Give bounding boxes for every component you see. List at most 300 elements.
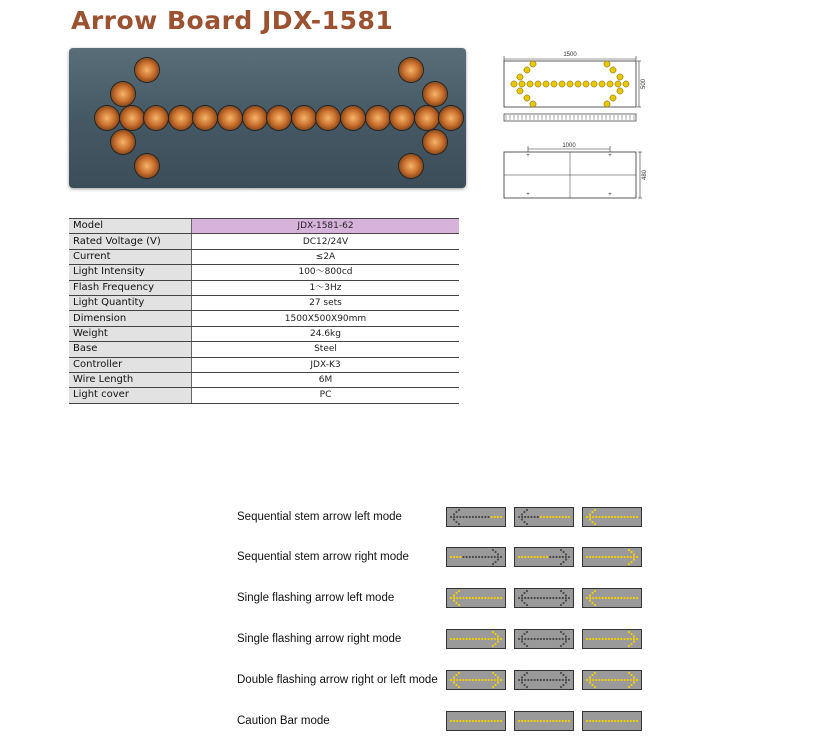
thumb-lamp: [518, 720, 520, 722]
thumb-lamp: [481, 597, 483, 599]
thumb-lamp: [472, 516, 474, 518]
thumb-lamp: [537, 516, 539, 518]
thumb-lamp: [605, 679, 607, 681]
thumb-lamp: [537, 597, 539, 599]
thumb-lamp: [472, 556, 474, 558]
thumb-lamp: [595, 556, 597, 558]
thumb-lamp: [500, 597, 502, 599]
thumb-lamp: [608, 597, 610, 599]
mode-thumbnails: [446, 547, 646, 571]
spec-key: Rated Voltage (V): [69, 234, 192, 249]
mode-row: [237, 588, 657, 612]
thumb-lamp: [456, 597, 458, 599]
thumb-lamp: [595, 638, 597, 640]
thumb-lamp: [633, 681, 635, 683]
thumb-lamp: [592, 597, 594, 599]
lamp: [316, 106, 340, 130]
thumb-lamp: [636, 720, 638, 722]
thumb-lamp: [633, 516, 635, 518]
thumb-lamp: [562, 556, 564, 558]
thumb-lamp: [453, 516, 455, 518]
thumb-lamp: [497, 720, 499, 722]
spec-row: [69, 357, 459, 372]
thumb-lamp: [611, 597, 613, 599]
thumb-lamp: [524, 516, 526, 518]
thumb-lamp: [526, 509, 528, 511]
thumb-lamp: [543, 679, 545, 681]
thumb-lamp: [469, 556, 471, 558]
thumb-lamp: [559, 720, 561, 722]
thumb-lamp: [494, 720, 496, 722]
thumb-lamp: [478, 516, 480, 518]
thumb-lamp: [598, 597, 600, 599]
thumb-lamp: [450, 516, 452, 518]
thumb-lamp: [491, 516, 493, 518]
thumb-lamp: [589, 594, 591, 596]
thumb-lamp: [462, 516, 464, 518]
thumb-lamp: [492, 672, 494, 674]
thumb-lamp: [623, 597, 625, 599]
thumb-lamp: [497, 640, 499, 642]
spec-value: ≤2A: [192, 249, 460, 264]
thumb-lamp: [487, 597, 489, 599]
thumb-lamp: [523, 602, 525, 604]
mode-thumbnail: [514, 629, 574, 649]
thumb-lamp: [636, 556, 638, 558]
mode-label: Single flashing arrow left mode: [237, 592, 395, 604]
lamp: [111, 130, 135, 154]
mode-row: [237, 670, 657, 694]
thumb-lamp: [484, 597, 486, 599]
thumb-lamp: [546, 597, 548, 599]
thumb-lamp: [521, 513, 523, 515]
thumb-lamp: [630, 597, 632, 599]
thumb-lamp: [608, 556, 610, 558]
thumb-lamp: [633, 597, 635, 599]
thumb-lamp: [475, 556, 477, 558]
thumb-lamp: [540, 679, 542, 681]
thumb-lamp: [497, 679, 499, 681]
thumb-lamp: [492, 631, 494, 633]
thumb-lamp: [455, 674, 457, 676]
thumb-lamp: [602, 516, 604, 518]
thumb-lamp: [543, 720, 545, 722]
thumb-lamp: [552, 556, 554, 558]
thumb-lamp: [478, 679, 480, 681]
thumb-lamp: [469, 720, 471, 722]
thumb-lamp: [500, 720, 502, 722]
thumb-lamp: [453, 676, 455, 678]
thumb-lamp: [462, 720, 464, 722]
thumb-lamp: [469, 679, 471, 681]
thumb-lamp: [494, 684, 496, 686]
mode-thumbnail: [582, 507, 642, 527]
thumb-lamp: [546, 516, 548, 518]
thumb-lamp: [527, 516, 529, 518]
thumb-lamp: [523, 511, 525, 513]
lamp: [267, 106, 291, 130]
spec-key: Base: [69, 342, 192, 357]
spec-key: Light Quantity: [69, 295, 192, 310]
thumb-lamp: [453, 597, 455, 599]
thumb-lamp: [549, 597, 551, 599]
thumb-lamp: [559, 679, 561, 681]
thumb-lamp: [549, 720, 551, 722]
mode-row: [237, 629, 657, 653]
thumb-lamp: [494, 556, 496, 558]
thumb-lamp: [598, 638, 600, 640]
thumb-lamp: [491, 720, 493, 722]
thumb-lamp: [594, 686, 596, 688]
thumb-lamp: [521, 679, 523, 681]
thumb-lamp: [484, 679, 486, 681]
thumb-lamp: [540, 556, 542, 558]
mode-thumbnails: [446, 711, 646, 735]
thumb-lamp: [555, 516, 557, 518]
thumb-lamp: [450, 720, 452, 722]
thumb-lamp: [623, 516, 625, 518]
thumb-lamp: [458, 509, 460, 511]
thumb-lamp: [589, 681, 591, 683]
dimension-height-label: 500: [641, 78, 647, 90]
thumb-lamp: [475, 679, 477, 681]
thumb-lamp: [450, 597, 452, 599]
thumb-lamp: [591, 674, 593, 676]
thumb-lamp: [552, 638, 554, 640]
thumb-lamp: [537, 556, 539, 558]
spec-row: [69, 265, 459, 280]
drawing-lamp: [615, 81, 621, 87]
thumb-lamp: [462, 556, 464, 558]
thumb-lamp: [565, 594, 567, 596]
mode-label: Sequential stem arrow right mode: [237, 551, 409, 563]
thumb-lamp: [614, 597, 616, 599]
thumb-lamp: [472, 638, 474, 640]
thumb-lamp: [602, 679, 604, 681]
thumb-lamp: [500, 556, 502, 558]
thumb-lamp: [562, 597, 564, 599]
lamp: [390, 106, 414, 130]
thumb-lamp: [628, 686, 630, 688]
thumb-lamp: [494, 679, 496, 681]
thumb-lamp: [450, 556, 452, 558]
lamp: [423, 82, 447, 106]
thumb-lamp: [589, 638, 591, 640]
mode-row: [237, 711, 657, 735]
spec-row: [69, 311, 459, 326]
thumb-lamp: [458, 523, 460, 525]
thumb-lamp: [605, 720, 607, 722]
thumb-lamp: [453, 594, 455, 596]
thumb-lamp: [455, 592, 457, 594]
thumb-lamp: [492, 645, 494, 647]
thumb-lamp: [484, 638, 486, 640]
thumb-lamp: [565, 676, 567, 678]
spec-value: 27 sets: [192, 295, 460, 310]
thumb-lamp: [481, 638, 483, 640]
thumb-lamp: [620, 597, 622, 599]
thumb-lamp: [565, 599, 567, 601]
thumb-lamp: [546, 679, 548, 681]
svg-text:+: +: [526, 192, 530, 198]
mode-thumbnail: [446, 629, 506, 649]
thumb-lamp: [487, 679, 489, 681]
thumb-lamp: [608, 679, 610, 681]
thumb-lamp: [478, 597, 480, 599]
mode-thumbnails: [446, 588, 646, 612]
thumb-lamp: [455, 521, 457, 523]
thumb-lamp: [591, 592, 593, 594]
thumb-lamp: [526, 604, 528, 606]
thumb-lamp: [494, 597, 496, 599]
spec-key: Dimension: [69, 311, 192, 326]
svg-text:+: +: [526, 153, 530, 159]
spec-table: [69, 218, 459, 404]
spec-key: Flash Frequency: [69, 280, 192, 295]
thumb-lamp: [562, 684, 564, 686]
thumb-lamp: [487, 638, 489, 640]
thumb-lamp: [617, 720, 619, 722]
thumb-lamp: [530, 679, 532, 681]
lamp: [111, 82, 135, 106]
thumb-lamp: [555, 638, 557, 640]
thumb-lamp: [627, 556, 629, 558]
spec-row: [69, 219, 459, 234]
lamp: [423, 130, 447, 154]
thumb-lamp: [592, 556, 594, 558]
thumb-lamp: [630, 556, 632, 558]
thumb-lamp: [565, 553, 567, 555]
thumb-lamp: [524, 556, 526, 558]
thumb-lamp: [453, 638, 455, 640]
thumb-lamp: [453, 679, 455, 681]
drawing-lamp: [604, 101, 610, 107]
thumb-lamp: [623, 556, 625, 558]
thumb-lamp: [598, 556, 600, 558]
thumb-lamp: [589, 597, 591, 599]
thumb-lamp: [458, 686, 460, 688]
thumb-lamp: [623, 638, 625, 640]
thumb-lamp: [521, 599, 523, 601]
thumb-lamp: [494, 633, 496, 635]
thumb-lamp: [630, 551, 632, 553]
drawing-lamp: [517, 74, 523, 80]
thumb-lamp: [526, 631, 528, 633]
thumb-lamp: [617, 638, 619, 640]
thumb-lamp: [530, 556, 532, 558]
thumb-lamp: [540, 516, 542, 518]
thumb-lamp: [627, 679, 629, 681]
thumb-lamp: [636, 638, 638, 640]
dimension-length-label: 1500: [563, 52, 577, 58]
thumb-lamp: [497, 638, 499, 640]
thumb-lamp: [472, 720, 474, 722]
thumb-lamp: [478, 720, 480, 722]
spec-key: Light Intensity: [69, 265, 192, 280]
spec-row: [69, 249, 459, 264]
thumb-lamp: [633, 635, 635, 637]
thumb-lamp: [491, 679, 493, 681]
mode-thumbnail: [514, 711, 574, 731]
thumb-lamp: [540, 597, 542, 599]
thumb-lamp: [543, 516, 545, 518]
thumb-lamp: [453, 720, 455, 722]
mode-label: Double flashing arrow right or left mode: [237, 674, 438, 686]
thumb-lamp: [450, 638, 452, 640]
lamp: [341, 106, 365, 130]
thumb-lamp: [630, 633, 632, 635]
thumb-lamp: [458, 590, 460, 592]
thumb-lamp: [633, 676, 635, 678]
thumb-lamp: [602, 638, 604, 640]
thumb-lamp: [459, 597, 461, 599]
thumb-lamp: [521, 518, 523, 520]
thumb-lamp: [500, 516, 502, 518]
lamp: [218, 106, 242, 130]
thumb-lamp: [608, 720, 610, 722]
thumb-lamp: [469, 638, 471, 640]
drawing-lamp: [583, 81, 589, 87]
thumb-lamp: [518, 597, 520, 599]
thumb-lamp: [560, 631, 562, 633]
thumb-lamp: [494, 561, 496, 563]
mode-thumbnail: [582, 711, 642, 731]
thumb-lamp: [602, 597, 604, 599]
thumb-lamp: [530, 638, 532, 640]
thumb-lamp: [633, 679, 635, 681]
thumb-lamp: [592, 679, 594, 681]
thumb-lamp: [565, 720, 567, 722]
technical-drawing: [500, 48, 650, 208]
spec-value: 1500X500X90mm: [192, 311, 460, 326]
thumb-lamp: [586, 556, 588, 558]
thumb-lamp: [633, 638, 635, 640]
drawing-lamp: [575, 81, 581, 87]
thumb-lamp: [565, 556, 567, 558]
thumb-lamp: [455, 684, 457, 686]
thumb-lamp: [549, 638, 551, 640]
page-title: Arrow Board JDX-1581: [71, 6, 394, 35]
thumb-lamp: [518, 679, 520, 681]
thumb-lamp: [456, 556, 458, 558]
drawing-lamp: [591, 81, 597, 87]
thumb-lamp: [565, 638, 567, 640]
thumb-lamp: [586, 679, 588, 681]
thumb-lamp: [633, 640, 635, 642]
thumb-lamp: [617, 556, 619, 558]
thumb-lamp: [605, 638, 607, 640]
svg-text:+: +: [608, 153, 612, 159]
thumb-lamp: [549, 679, 551, 681]
mode-thumbnail: [582, 670, 642, 690]
drawing-lamp: [517, 88, 523, 94]
thumb-lamp: [565, 635, 567, 637]
thumb-lamp: [537, 679, 539, 681]
thumb-lamp: [475, 720, 477, 722]
thumb-lamp: [497, 516, 499, 518]
mode-thumbnail: [514, 547, 574, 567]
thumb-lamp: [521, 516, 523, 518]
lamp: [439, 106, 463, 130]
thumb-lamp: [534, 679, 536, 681]
thumb-lamp: [611, 638, 613, 640]
thumb-lamp: [530, 597, 532, 599]
thumb-lamp: [598, 679, 600, 681]
thumb-lamp: [586, 720, 588, 722]
spec-row: [69, 388, 459, 403]
drawing-lamp: [519, 81, 525, 87]
thumb-lamp: [491, 638, 493, 640]
thumb-lamp: [524, 720, 526, 722]
thumb-lamp: [462, 638, 464, 640]
spec-row: [69, 372, 459, 387]
mode-thumbnail: [446, 507, 506, 527]
drawing-lamp: [617, 88, 623, 94]
thumb-lamp: [555, 720, 557, 722]
thumb-lamp: [475, 597, 477, 599]
thumb-lamp: [627, 638, 629, 640]
thumb-lamp: [559, 516, 561, 518]
thumb-lamp: [453, 518, 455, 520]
thumb-lamp: [568, 516, 570, 518]
thumb-lamp: [524, 679, 526, 681]
thumb-lamp: [527, 597, 529, 599]
thumb-lamp: [611, 720, 613, 722]
thumb-lamp: [456, 720, 458, 722]
thumb-lamp: [546, 720, 548, 722]
mode-thumbnail: [514, 507, 574, 527]
mode-row: [237, 547, 657, 571]
thumb-lamp: [611, 516, 613, 518]
thumb-lamp: [630, 684, 632, 686]
thumb-lamp: [492, 686, 494, 688]
thumb-lamp: [568, 597, 570, 599]
thumb-lamp: [568, 720, 570, 722]
mode-thumbnails: [446, 507, 646, 531]
mode-row: [237, 507, 657, 531]
mode-thumbnail: [446, 588, 506, 608]
mode-thumbnails: [446, 629, 646, 653]
thumb-lamp: [456, 638, 458, 640]
thumb-lamp: [565, 558, 567, 560]
thumb-lamp: [630, 674, 632, 676]
thumb-lamp: [562, 720, 564, 722]
thumb-lamp: [594, 672, 596, 674]
thumb-lamp: [630, 643, 632, 645]
thumb-lamp: [484, 556, 486, 558]
thumb-lamp: [546, 556, 548, 558]
drawing-lamp: [610, 95, 616, 101]
spec-value: JDX-K3: [192, 357, 460, 372]
thumb-lamp: [589, 676, 591, 678]
thumb-lamp: [523, 592, 525, 594]
thumb-lamp: [565, 681, 567, 683]
thumb-lamp: [560, 549, 562, 551]
thumb-lamp: [605, 597, 607, 599]
thumb-lamp: [630, 720, 632, 722]
thumb-lamp: [494, 551, 496, 553]
lamp: [144, 106, 168, 130]
thumb-lamp: [453, 513, 455, 515]
thumb-lamp: [591, 602, 593, 604]
thumb-lamp: [500, 679, 502, 681]
thumb-lamp: [555, 556, 557, 558]
drawing-lamp: [604, 61, 610, 67]
thumb-lamp: [562, 638, 564, 640]
rear-height-label: 480: [642, 169, 648, 181]
thumb-lamp: [523, 684, 525, 686]
thumb-lamp: [628, 645, 630, 647]
